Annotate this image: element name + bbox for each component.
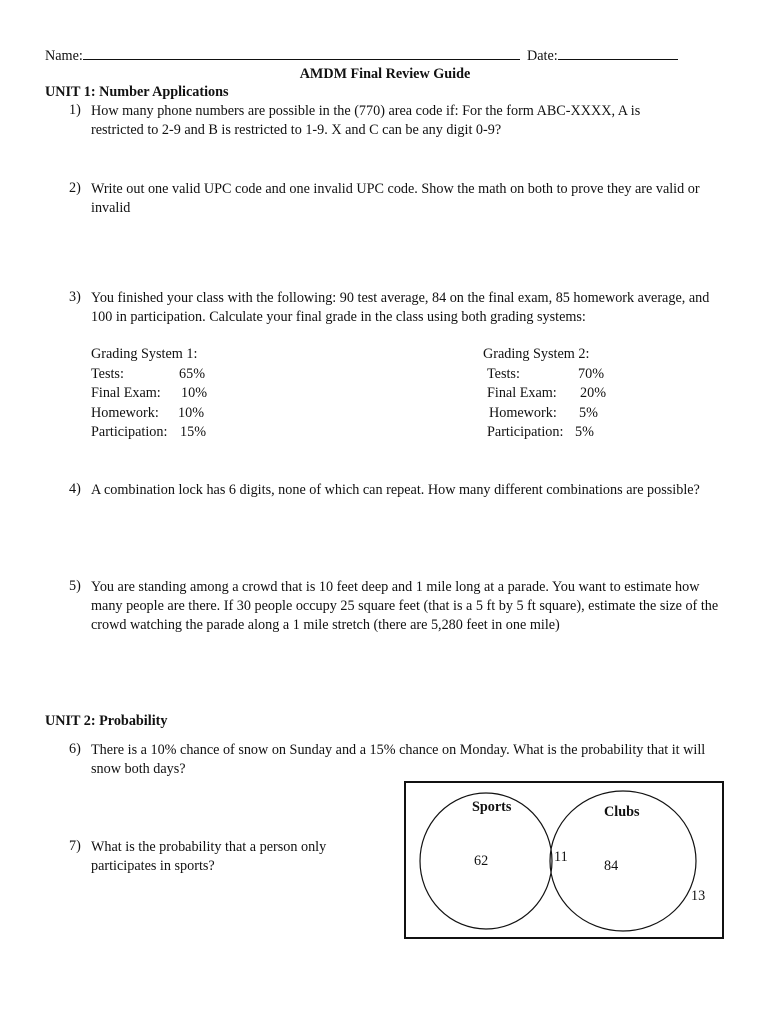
grading-row	[483, 423, 606, 443]
grading-system-title: Grading System 1:	[91, 346, 198, 362]
name-label: Name:	[45, 48, 83, 64]
question-text: You finished your class with the following: 90 test average, 84 on the final exam, 85 homework average, and 100 in participation. Calculate your final grade in the class using both grading systems:	[91, 290, 710, 325]
question-number: 7)	[69, 838, 81, 854]
unit1-heading: UNIT 1: Number Applications	[45, 84, 229, 100]
unit2-heading: UNIT 2: Probability	[45, 713, 168, 729]
question-text: Write out one valid UPC code and one invalid UPC code. Show the math on both to prove they are valid or invalid	[91, 181, 700, 216]
venn-value-both: 11	[554, 849, 568, 865]
venn-value-sports-only: 62	[474, 853, 489, 869]
grading-label: Final Exam:	[91, 385, 161, 401]
venn-label-clubs: Clubs	[604, 804, 640, 820]
venn-value-clubs-only: 84	[604, 858, 619, 874]
grading-value: 10%	[178, 404, 205, 421]
grading-label: Homework:	[489, 404, 557, 421]
grading-system-2	[483, 345, 606, 443]
grading-value: 5%	[575, 424, 594, 440]
grading-label: Participation:	[487, 424, 564, 440]
grading-system-title: Grading System 2:	[483, 346, 590, 362]
grading-label: Tests:	[487, 365, 520, 382]
grading-row	[91, 423, 207, 443]
grading-label: Homework:	[91, 404, 159, 421]
grading-system-1	[91, 345, 207, 443]
grading-value: 20%	[580, 385, 607, 401]
grading-value: 10%	[181, 385, 208, 401]
grading-value: 65%	[179, 365, 206, 382]
date-label: Date:	[527, 48, 558, 64]
grading-label: Tests:	[91, 365, 124, 382]
question-text: You are standing among a crowd that is 10 feet deep and 1 mile long at a parade. You want to estimate how many people are there. If 30 people occupy 25 square feet (that is a 5 ft by 5 ft square), estimate the size of the crowd watching the parade along a 1 mile stretch (there are 5,280 feet in one mile)	[91, 579, 719, 633]
grading-row	[91, 365, 207, 385]
grading-row	[483, 384, 606, 404]
grading-value: 70%	[578, 365, 605, 382]
question-text: How many phone numbers are possible in the (770) area code if: For the form ABC-XXXX, A is restricted to 2-9 and B is restricted to 1-9. X and C can be any digit 0-9?	[91, 103, 641, 138]
question-number: 6)	[69, 741, 81, 757]
grading-label: Final Exam:	[487, 385, 557, 401]
question-number: 4)	[69, 481, 81, 497]
question-text: What is the probability that a person only participates in sports?	[91, 839, 327, 874]
venn-diagram	[404, 781, 724, 939]
question-number: 1)	[69, 102, 81, 118]
page-title: AMDM Final Review Guide	[299, 66, 471, 82]
date-blank[interactable]	[558, 46, 678, 60]
question-number: 3)	[69, 289, 81, 305]
grading-row	[91, 404, 207, 424]
grading-value: 15%	[180, 424, 207, 440]
grading-row	[483, 404, 606, 424]
grading-label: Participation:	[91, 424, 168, 440]
question-text: There is a 10% chance of snow on Sunday and a 15% chance on Monday. What is the probability that it will snow both days?	[91, 742, 706, 777]
question-number: 5)	[69, 578, 81, 594]
name-blank[interactable]	[83, 46, 520, 60]
question-text: A combination lock has 6 digits, none of which can repeat. How many different combinations are possible?	[91, 482, 700, 498]
name-line[interactable]	[45, 46, 520, 65]
venn-label-sports: Sports	[472, 799, 512, 815]
venn-value-neither: 13	[691, 888, 706, 904]
grading-row	[91, 384, 207, 404]
date-line[interactable]	[527, 46, 678, 65]
question-number: 2)	[69, 180, 81, 196]
grading-value: 5%	[579, 404, 598, 421]
grading-row	[483, 365, 606, 385]
